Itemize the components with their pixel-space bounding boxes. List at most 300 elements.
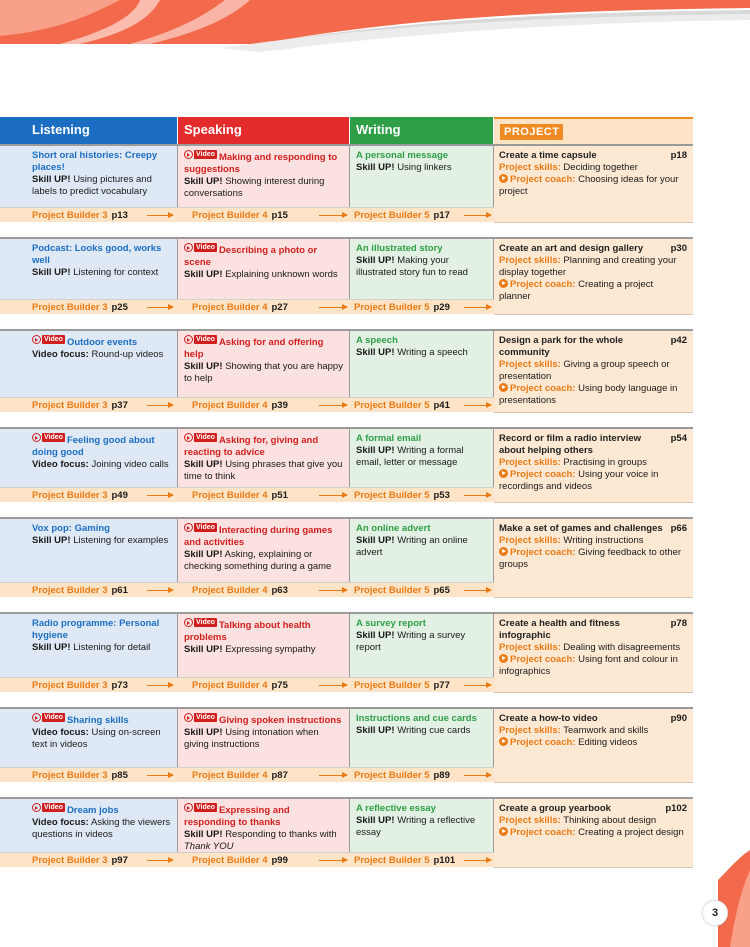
speaking-title: Asking for, giving and reacting to advice xyxy=(184,435,319,458)
video-label: Video xyxy=(44,336,63,343)
play-icon xyxy=(32,433,41,442)
writing-cell xyxy=(350,144,494,207)
video-label: Video xyxy=(196,336,215,343)
project-builder-label: Project Builder 3 xyxy=(32,210,108,221)
unit-cells xyxy=(0,797,494,868)
unit-cells-top xyxy=(0,707,494,767)
play-icon xyxy=(184,150,193,159)
skill-text: Listening for context xyxy=(73,267,159,278)
video-icon xyxy=(32,713,65,722)
project-builder-page: p13 xyxy=(111,210,128,221)
writing-skill xyxy=(356,535,488,559)
project-skills xyxy=(499,162,687,174)
project-page: p54 xyxy=(670,433,687,444)
writing-skill xyxy=(356,162,488,174)
project-builder-4[interactable] xyxy=(178,300,350,314)
project-skills xyxy=(499,457,687,469)
speaking-title-line xyxy=(184,618,344,644)
arrow-right-icon xyxy=(147,307,173,308)
arrow-right-icon xyxy=(464,590,491,591)
table-header xyxy=(0,117,693,144)
project-builder-4[interactable] xyxy=(178,398,350,412)
writing-cell xyxy=(350,517,494,582)
project-builder-label: Project Builder 3 xyxy=(32,585,108,596)
listening-title: Dream jobs xyxy=(66,805,119,816)
project-title-line xyxy=(499,243,687,255)
listening-title-line xyxy=(32,150,172,174)
skill-text: Showing that you are happy to help xyxy=(184,361,343,384)
skill-label: Skill UP! xyxy=(356,535,395,546)
project-builder-4[interactable] xyxy=(178,678,350,692)
skill-text: Expressing sympathy xyxy=(225,644,316,655)
speaking-title: Talking about health problems xyxy=(184,620,311,643)
project-coach xyxy=(499,737,687,749)
project-title: Create an art and design gallery xyxy=(499,243,644,254)
project-coach-label: Project coach: xyxy=(510,654,576,665)
video-label: Video xyxy=(44,714,63,721)
skill-text: Writing cue cards xyxy=(397,725,471,736)
project-builder-3[interactable] xyxy=(0,300,178,314)
skill-label: Skill UP! xyxy=(32,642,71,653)
listening-cell xyxy=(0,329,178,397)
project-coach-text: Choosing ideas for your project xyxy=(499,174,679,197)
project-skills-text: Dealing with disagreements xyxy=(563,642,681,653)
project-cell xyxy=(494,612,693,693)
writing-title: A speech xyxy=(356,335,398,346)
video-icon xyxy=(184,523,217,532)
arrow-right-icon xyxy=(147,590,173,591)
project-builder-page: p75 xyxy=(271,680,288,691)
writing-cell xyxy=(350,797,494,852)
writing-title: An online advert xyxy=(356,523,431,534)
speaking-skill xyxy=(184,829,344,853)
project-coach xyxy=(499,469,687,493)
project-builder-4[interactable] xyxy=(178,583,350,597)
project-builder-4[interactable] xyxy=(178,853,350,867)
project-builder-page: p17 xyxy=(433,210,450,221)
project-title: Create a how-to video xyxy=(499,713,598,724)
unit-cells xyxy=(0,144,494,223)
speaking-cell xyxy=(178,427,350,487)
speaking-title: Describing a photo or scene xyxy=(184,245,318,268)
video-icon xyxy=(184,618,217,627)
speaking-title-line xyxy=(184,713,344,727)
project-builder-page: p89 xyxy=(433,770,450,781)
video-icon xyxy=(184,433,217,442)
project-page: p66 xyxy=(670,523,687,534)
arrow-right-icon xyxy=(319,685,347,686)
project-builder-label: Project Builder 5 xyxy=(354,770,430,781)
skill-label: Skill UP! xyxy=(184,176,223,187)
project-skills-label: Project skills: xyxy=(499,642,561,653)
project-builder-page: p41 xyxy=(433,400,450,411)
project-title: Create a time capsule xyxy=(499,150,597,161)
project-coach xyxy=(499,383,687,407)
project-page: p78 xyxy=(670,618,687,629)
listening-cell xyxy=(0,237,178,299)
skill-label: Skill UP! xyxy=(184,644,223,655)
arrow-right-icon xyxy=(147,405,173,406)
project-builder-page: p101 xyxy=(433,855,456,866)
video-label: Video xyxy=(196,619,215,626)
project-coach-label: Project coach: xyxy=(510,174,576,185)
speaking-title-line xyxy=(184,243,344,269)
project-title: Make a set of games and challenges xyxy=(499,523,663,534)
contents-table xyxy=(0,117,693,868)
project-skills-label: Project skills: xyxy=(499,535,561,546)
writing-skill xyxy=(356,725,488,737)
unit-cells xyxy=(0,612,494,693)
project-builder-page: p49 xyxy=(111,490,128,501)
project-page: p18 xyxy=(670,150,687,161)
listening-cell xyxy=(0,612,178,677)
project-coach-text: Giving feedback to other groups xyxy=(499,547,682,570)
project-builder-page: p61 xyxy=(111,585,128,596)
writing-skill xyxy=(356,445,488,469)
speaking-cell xyxy=(178,797,350,852)
skill-label: Video focus: xyxy=(32,459,89,470)
speaking-title-line xyxy=(184,150,344,176)
video-icon xyxy=(184,335,217,344)
speaking-title: Giving spoken instructions xyxy=(218,715,342,726)
project-builder-row xyxy=(0,487,494,502)
skill-label: Skill UP! xyxy=(184,549,223,560)
skill-label: Skill UP! xyxy=(184,727,223,738)
project-builder-page: p73 xyxy=(111,680,128,691)
row-gap xyxy=(0,223,693,237)
speaking-title-line xyxy=(184,433,344,459)
project-builder-label: Project Builder 4 xyxy=(192,770,268,781)
project-builder-3[interactable] xyxy=(0,398,178,412)
project-coach-text: Creating a project planner xyxy=(499,279,654,302)
listening-cell xyxy=(0,707,178,767)
arrow-right-icon xyxy=(319,307,347,308)
project-builder-label: Project Builder 3 xyxy=(32,770,108,781)
row-gap xyxy=(0,783,693,797)
unit-cells-top xyxy=(0,612,494,677)
skill-text: Writing a formal email, letter or message xyxy=(356,445,464,468)
video-label: Video xyxy=(196,244,215,251)
project-builder-label: Project Builder 4 xyxy=(192,302,268,313)
video-label: Video xyxy=(196,434,215,441)
listening-title-line xyxy=(32,713,172,727)
project-builder-row xyxy=(0,852,494,867)
listening-skill xyxy=(32,535,172,547)
arrow-right-icon xyxy=(319,495,347,496)
speaking-title: Interacting during games and activities xyxy=(184,525,333,548)
unit-row xyxy=(0,797,693,868)
project-skills-label: Project skills: xyxy=(499,255,561,266)
skill-label: Video focus: xyxy=(32,727,89,738)
writing-title: A personal message xyxy=(356,150,449,161)
skill-text: Writing an online advert xyxy=(356,535,468,558)
listening-skill xyxy=(32,174,172,198)
unit-row xyxy=(0,517,693,598)
project-coach-label: Project coach: xyxy=(510,547,576,558)
arrow-right-icon xyxy=(147,775,173,776)
skill-text: Using pictures and labels to predict vocabulary xyxy=(32,174,152,197)
listening-title-line xyxy=(32,335,172,349)
skill-label: Skill UP! xyxy=(184,459,223,470)
skill-text: Writing a speech xyxy=(397,347,468,358)
project-builder-5[interactable] xyxy=(350,208,494,222)
arrow-right-icon xyxy=(464,775,491,776)
project-builder-label: Project Builder 5 xyxy=(354,400,430,411)
unit-row xyxy=(0,427,693,503)
play-icon xyxy=(184,243,193,252)
project-builder-label: Project Builder 4 xyxy=(192,855,268,866)
video-icon xyxy=(184,243,217,252)
listening-title: Radio programme: Personal hygiene xyxy=(32,618,160,641)
header-speaking: Speaking xyxy=(178,117,350,144)
writing-title: A reflective essay xyxy=(356,803,436,814)
video-icon xyxy=(184,803,217,812)
project-coach xyxy=(499,279,687,303)
project-builder-5[interactable] xyxy=(350,768,494,782)
project-title: Record or film a radio interview about helping others xyxy=(499,433,642,456)
skill-text: Writing a reflective essay xyxy=(356,815,476,838)
project-cell xyxy=(494,144,693,223)
project-builder-label: Project Builder 3 xyxy=(32,302,108,313)
project-builder-4[interactable] xyxy=(178,488,350,502)
skill-text: Making your illustrated story fun to read xyxy=(356,255,468,278)
project-title-line xyxy=(499,150,687,162)
project-builder-row xyxy=(0,767,494,782)
project-coach xyxy=(499,827,687,839)
project-builder-label: Project Builder 4 xyxy=(192,490,268,501)
listening-skill xyxy=(32,727,172,751)
project-skills-text: Giving a group speech or presentation xyxy=(499,359,670,382)
project-coach-text: Using your voice in recordings and videos xyxy=(499,469,659,492)
play-icon xyxy=(184,713,193,722)
project-builder-page: p29 xyxy=(433,302,450,313)
skill-label: Skill UP! xyxy=(32,267,71,278)
skill-text: Asking the viewers questions in videos xyxy=(32,817,171,840)
project-title-line xyxy=(499,713,687,725)
project-logo: PROJECT xyxy=(500,124,563,140)
arrow-right-icon xyxy=(147,860,173,861)
speaking-skill xyxy=(184,269,344,281)
listening-title: Short oral histories: Creepy places! xyxy=(32,150,158,173)
speaking-skill xyxy=(184,176,344,200)
project-builder-page: p87 xyxy=(271,770,288,781)
writing-cell xyxy=(350,707,494,767)
unit-cells-top xyxy=(0,427,494,487)
project-skills xyxy=(499,815,687,827)
speaking-cell xyxy=(178,329,350,397)
listening-title: Sharing skills xyxy=(66,715,129,726)
listening-title-line xyxy=(32,243,172,267)
speaking-title-line xyxy=(184,803,344,829)
project-builder-3[interactable] xyxy=(0,583,178,597)
unit-cells xyxy=(0,237,494,315)
play-icon xyxy=(184,523,193,532)
skill-label: Skill UP! xyxy=(184,361,223,372)
arrow-right-icon xyxy=(147,685,173,686)
project-skills-label: Project skills: xyxy=(499,725,561,736)
project-cell xyxy=(494,517,693,598)
video-label: Video xyxy=(44,804,63,811)
project-page: p42 xyxy=(670,335,687,346)
writing-title: A formal email xyxy=(356,433,422,444)
play-circle-icon xyxy=(499,469,508,478)
speaking-title: Expressing and responding to thanks xyxy=(184,805,290,828)
project-title: Create a group yearbook xyxy=(499,803,611,814)
project-builder-label: Project Builder 3 xyxy=(32,855,108,866)
project-builder-3[interactable] xyxy=(0,853,178,867)
project-coach-label: Project coach: xyxy=(510,469,576,480)
play-icon xyxy=(32,803,41,812)
listening-cell xyxy=(0,427,178,487)
project-title-line xyxy=(499,523,687,535)
skill-label: Skill UP! xyxy=(356,630,395,641)
project-coach-text: Creating a project design xyxy=(578,827,684,838)
listening-title-line xyxy=(32,803,172,817)
unit-cells-top xyxy=(0,517,494,582)
skill-text: Listening for examples xyxy=(73,535,169,546)
play-circle-icon xyxy=(499,737,508,746)
play-icon xyxy=(184,618,193,627)
video-label: Video xyxy=(196,714,215,721)
play-icon xyxy=(32,335,41,344)
project-skills-text: Practising in groups xyxy=(563,457,647,468)
skill-extra: Thank YOU xyxy=(184,841,234,852)
speaking-skill xyxy=(184,644,344,656)
speaking-cell xyxy=(178,144,350,207)
project-builder-5[interactable] xyxy=(350,853,494,867)
skill-text: Showing interest during conversations xyxy=(184,176,325,199)
unit-cells-top xyxy=(0,329,494,397)
project-builder-label: Project Builder 5 xyxy=(354,855,430,866)
project-page: p30 xyxy=(670,243,687,254)
project-builder-5[interactable] xyxy=(350,583,494,597)
project-title: Create a health and fitness infographic xyxy=(499,618,620,641)
speaking-title-line xyxy=(184,335,344,361)
header-listening: Listening xyxy=(0,117,178,144)
video-icon xyxy=(32,335,65,344)
video-label: Video xyxy=(196,804,215,811)
project-cell xyxy=(494,707,693,783)
unit-row xyxy=(0,144,693,223)
arrow-right-icon xyxy=(464,307,491,308)
arrow-right-icon xyxy=(464,685,491,686)
project-page: p90 xyxy=(670,713,687,724)
unit-cells xyxy=(0,427,494,503)
project-builder-4[interactable] xyxy=(178,208,350,222)
arrow-right-icon xyxy=(464,215,491,216)
project-page: p102 xyxy=(665,803,687,814)
project-skills xyxy=(499,642,687,654)
skill-label: Skill UP! xyxy=(32,535,71,546)
listening-cell xyxy=(0,144,178,207)
speaking-cell xyxy=(178,237,350,299)
play-circle-icon xyxy=(499,654,508,663)
writing-cell xyxy=(350,427,494,487)
skill-label: Skill UP! xyxy=(184,829,223,840)
arrow-right-icon xyxy=(147,215,173,216)
project-title-line xyxy=(499,803,687,815)
unit-cells-top xyxy=(0,237,494,299)
row-gap xyxy=(0,315,693,329)
skill-text: Using intonation when giving instructions xyxy=(184,727,319,750)
listening-title: Vox pop: Gaming xyxy=(32,523,110,534)
project-coach-label: Project coach: xyxy=(510,737,576,748)
play-circle-icon xyxy=(499,383,508,392)
listening-skill xyxy=(32,349,172,361)
listening-cell xyxy=(0,517,178,582)
project-builder-page: p65 xyxy=(433,585,450,596)
project-builder-label: Project Builder 4 xyxy=(192,680,268,691)
project-builder-label: Project Builder 3 xyxy=(32,680,108,691)
writing-title: Instructions and cue cards xyxy=(356,713,477,724)
row-gap xyxy=(0,598,693,612)
skill-label: Skill UP! xyxy=(356,255,395,266)
speaking-skill xyxy=(184,727,344,751)
project-title-line xyxy=(499,433,687,457)
header-project xyxy=(494,117,693,144)
row-gap xyxy=(0,413,693,427)
listening-skill xyxy=(32,459,172,471)
writing-title: An illustrated story xyxy=(356,243,443,254)
project-title-line xyxy=(499,335,687,359)
project-builder-page: p97 xyxy=(111,855,128,866)
skill-label: Skill UP! xyxy=(356,725,395,736)
project-builder-5[interactable] xyxy=(350,488,494,502)
listening-skill xyxy=(32,267,172,279)
arrow-right-icon xyxy=(319,860,347,861)
play-circle-icon xyxy=(499,174,508,183)
play-icon xyxy=(32,713,41,722)
project-builder-row xyxy=(0,397,494,412)
skill-label: Skill UP! xyxy=(356,162,395,173)
speaking-title: Asking for and offering help xyxy=(184,337,324,360)
project-coach-text: Editing videos xyxy=(578,737,638,748)
skill-text: Explaining unknown words xyxy=(225,269,338,280)
skill-label: Skill UP! xyxy=(184,269,223,280)
project-builder-label: Project Builder 5 xyxy=(354,490,430,501)
listening-title: Podcast: Looks good, works well xyxy=(32,243,162,266)
writing-cell xyxy=(350,329,494,397)
project-builder-page: p51 xyxy=(271,490,288,501)
project-builder-3[interactable] xyxy=(0,768,178,782)
project-builder-3[interactable] xyxy=(0,678,178,692)
project-coach-text: Using body language in presentations xyxy=(499,383,678,406)
project-builder-page: p53 xyxy=(433,490,450,501)
arrow-right-icon xyxy=(464,495,491,496)
project-builder-page: p37 xyxy=(111,400,128,411)
project-builder-4[interactable] xyxy=(178,768,350,782)
project-builder-3[interactable] xyxy=(0,208,178,222)
project-builder-page: p27 xyxy=(271,302,288,313)
project-builder-5[interactable] xyxy=(350,300,494,314)
project-skills xyxy=(499,359,687,383)
skill-text: Using linkers xyxy=(397,162,452,173)
video-icon xyxy=(32,803,65,812)
speaking-skill xyxy=(184,361,344,385)
skill-text: Round-up videos xyxy=(91,349,164,360)
writing-skill xyxy=(356,255,488,279)
project-builder-5[interactable] xyxy=(350,398,494,412)
project-builder-3[interactable] xyxy=(0,488,178,502)
skill-text: Using on-screen text in videos xyxy=(32,727,161,750)
arrow-right-icon xyxy=(147,495,173,496)
project-builder-label: Project Builder 4 xyxy=(192,400,268,411)
writing-skill xyxy=(356,347,488,359)
project-builder-5[interactable] xyxy=(350,678,494,692)
speaking-title-line xyxy=(184,523,344,549)
project-builder-page: p99 xyxy=(271,855,288,866)
unit-cells xyxy=(0,329,494,413)
